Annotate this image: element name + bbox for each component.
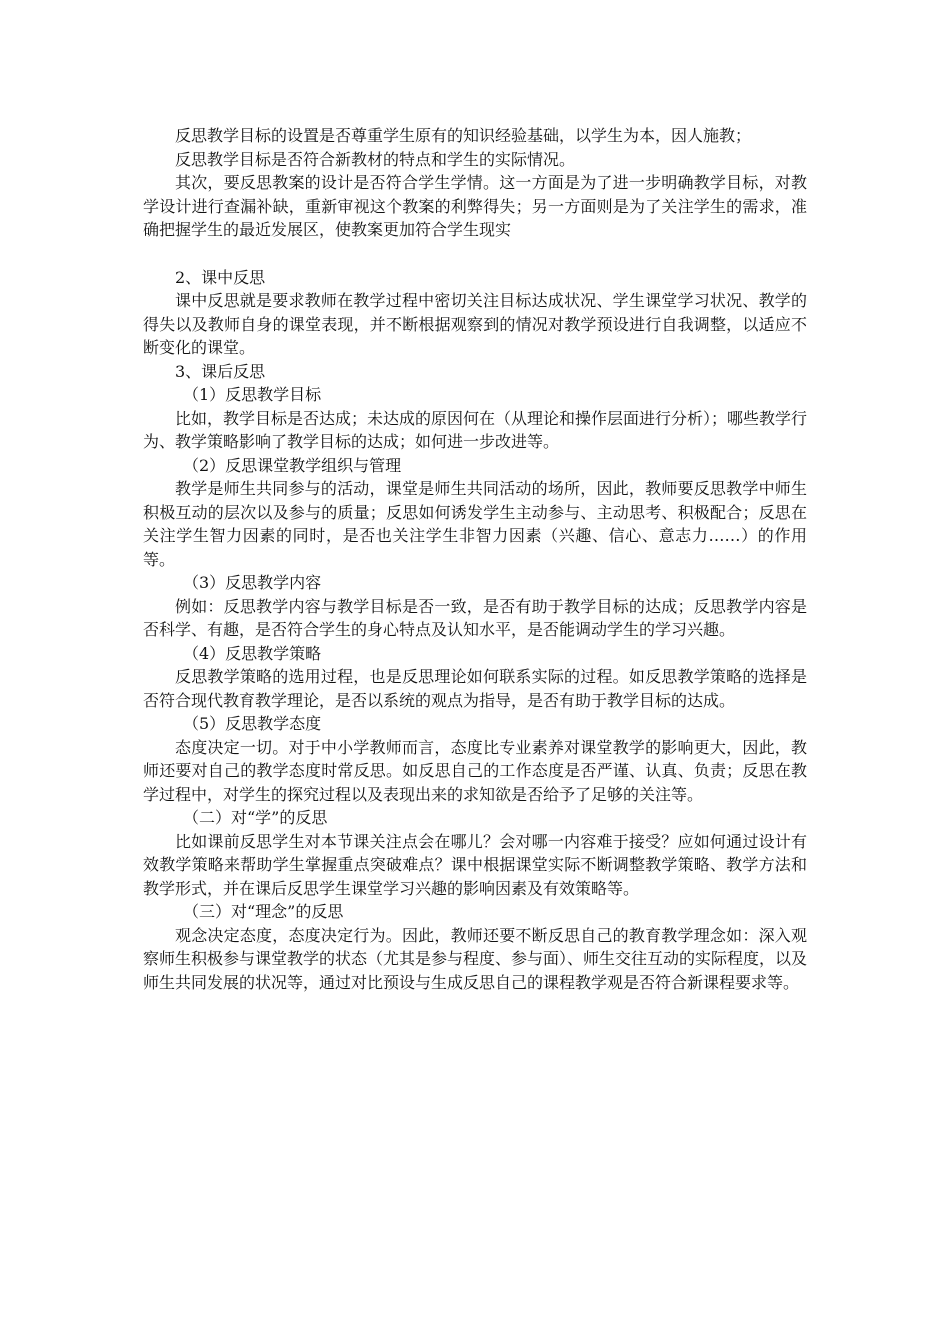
subsection-heading: （4）反思教学策略	[183, 643, 322, 663]
paragraph: 观念决定态度，态度决定行为。因此，教师还要不断反思自己的教育教学理念如：深入观察师生积极参与课堂教学的状态（尤其是参与程度、参与面）、师生交往互动的实际程度，以及师生共同发展的状况等，通过对比预设与生成反思自己的课程教学观是否符合新课程要求等。	[143, 925, 808, 992]
subsection-heading: （二）对“学”的反思	[183, 808, 328, 827]
subsection-heading: （5）反思教学态度	[183, 714, 322, 733]
paragraph: 课中反思就是要求教师在教学过程中密切关注目标达成状况、学生课堂学习状况、教学的得失以及教师自身的课堂表现，并不断根据观察到的情况对教学预设进行自我调整，以适应不断变化的课堂。	[143, 291, 807, 357]
paragraph: 比如课前反思学生对本节课关注点会在哪儿？会对哪一内容难于接受？应如何通过设计有效教学策略来帮助学生掌握重点突破难点？课中根据课堂实际不断调整教学策略、教学方法和教学形式，并在课后反思学生课堂学习兴趣的影响因素及有效策略等。	[143, 831, 807, 898]
paragraph: 反思教学策略的选用过程，也是反思理论如何联系实际的过程。如反思教学策略的选择是否符合现代教育教学理论，是否以系统的观点为指导，是否有助于教学目标的达成。	[143, 667, 807, 710]
paragraph: 例如：反思教学内容与教学目标是否一致，是否有助于教学目标的达成；反思教学内容是否科学、有趣，是否符合学生的身心特点及认知水平，是否能调动学生的学习兴趣。	[143, 596, 807, 639]
section-heading: 2、课中反思	[175, 267, 266, 287]
paragraph: 比如，教学目标是否达成；未达成的原因何在（从理论和操作层面进行分析）；哪些教学行为、教学策略影响了教学目标的达成；如何进一步改进等。	[143, 408, 808, 451]
subsection-heading: （三）对“理念”的反思	[183, 902, 344, 921]
section-heading: 3、课后反思	[175, 361, 266, 381]
paragraph: 教学是师生共同参与的活动，课堂是师生共同活动的场所，因此，教师要反思教学中师生积极互动的层次以及参与的质量；反思如何诱发学生主动参与、主动思考、积极配合；反思在关注学生智力因素的同时，是否也关注学生非智力因素（兴趣、信心、意志力……）的作用等。	[143, 479, 807, 569]
paragraph-gap	[143, 242, 807, 266]
paragraph: 反思教学目标是否符合新教材的特点和学生的实际情况。	[175, 149, 576, 169]
subsection-heading: （3）反思教学内容	[183, 573, 322, 592]
subsection-heading: （1）反思教学目标	[183, 385, 322, 404]
paragraph: 其次，要反思教案的设计是否符合学生学情。这一方面是为了进一步明确教学目标，对教学设计进行查漏补缺，重新审视这个教案的利弊得失；另一方面则是为了关注学生的需求，准确把握学生的最近发展区，使教案更加符合学生现实	[143, 173, 807, 239]
subsection-heading: （2）反思课堂教学组织与管理	[183, 455, 402, 475]
paragraph: 态度决定一切。对于中小学教师而言，态度比专业素养对课堂教学的影响更大，因此，教师还要对自己的教学态度时常反思。如反思自己的工作态度是否严谨、认真、负责；反思在教学过程中，对学生的探究过程以及表现出来的求知欲是否给予了足够的关注等。	[143, 737, 807, 804]
document-page	[143, 124, 807, 994]
paragraph: 反思教学目标的设置是否尊重学生原有的知识经验基础，以学生为本，因人施教；	[175, 126, 752, 145]
